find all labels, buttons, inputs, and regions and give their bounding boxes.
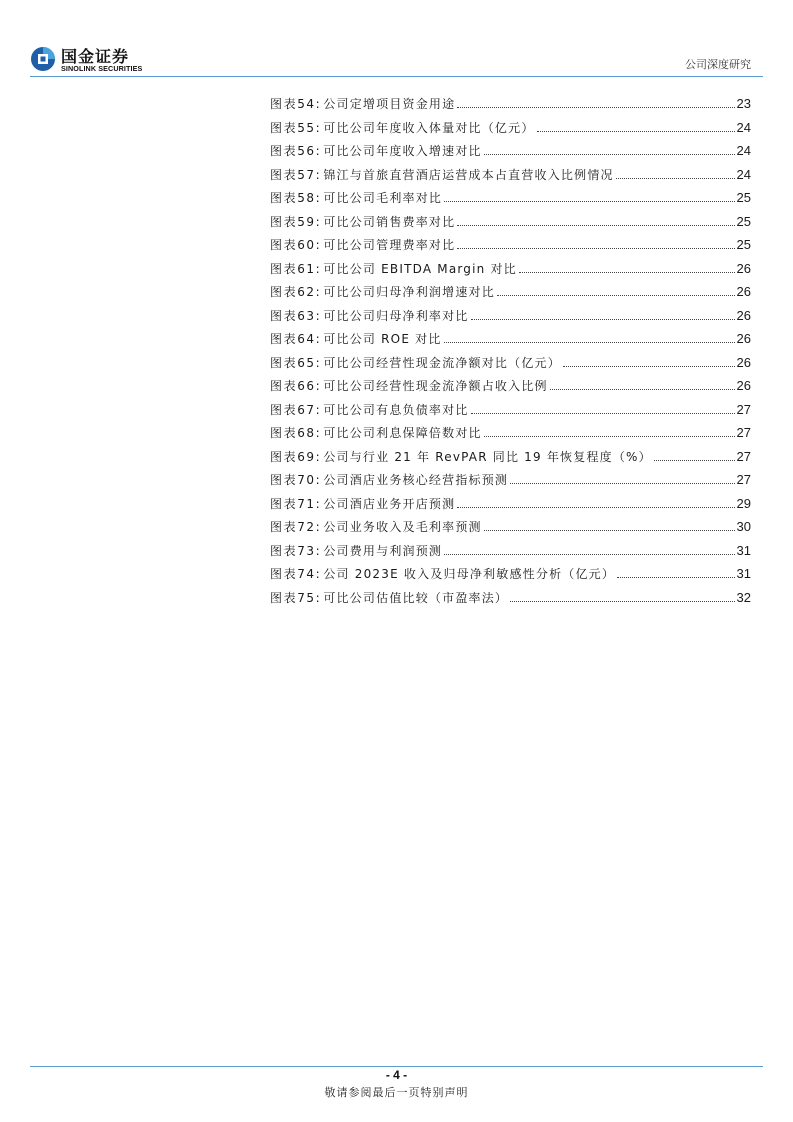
toc-dot-leader [617,576,734,578]
toc-dot-leader [444,341,735,343]
toc-figure-label: 图表71: [270,496,322,511]
toc-dot-leader [457,506,734,508]
toc-page-number: 27 [736,448,751,464]
toc-figure-title: 可比公司估值比较（市盈率法） [323,590,509,605]
toc-entry[interactable] [270,472,751,496]
toc-figure-title: 可比公司有息负债率对比 [323,402,469,417]
toc-figure-title: 公司 2023E 收入及归母净利敏感性分析（亿元） [323,567,616,581]
toc-figure-title: 公司业务收入及毛利率预测 [323,520,482,534]
toc-page-number: 26 [736,331,751,346]
toc-dot-leader [484,529,735,531]
toc-entry[interactable] [270,543,751,567]
toc-entry[interactable] [270,96,751,120]
toc-dot-leader [563,365,735,367]
toc-figure-label: 图表67: [270,402,322,417]
toc-entry[interactable] [270,190,751,214]
toc-entry[interactable] [270,143,751,167]
toc-dot-leader [457,106,734,108]
toc-dot-leader [471,412,735,414]
toc-entry[interactable] [270,308,751,332]
footer-divider [30,1066,763,1067]
toc-entry[interactable] [270,214,751,238]
toc-page-number: 26 [736,378,751,393]
toc-page-number: 25 [736,237,751,252]
toc-figure-label: 图表68: [270,426,322,440]
toc-figure-title: 公司与行业 21 年 RevPAR 同比 19 年恢复程度（%） [323,449,652,464]
toc-dot-leader [484,153,735,155]
toc-figure-title: 可比公司 EBITDA Margin 对比 [323,261,517,276]
toc-page-number: 24 [736,166,751,182]
toc-dot-leader [471,318,735,320]
toc-page-number: 26 [736,284,751,299]
toc-page-number: 29 [736,495,751,511]
toc-figure-label: 图表55: [270,120,322,135]
toc-entry[interactable] [270,519,751,543]
toc-dot-leader [510,600,734,602]
toc-figure-title: 可比公司 ROE 对比 [323,332,442,346]
toc-entry[interactable] [270,402,751,426]
toc-figure-title: 可比公司利息保障倍数对比 [323,426,482,440]
toc-figure-label: 图表57: [270,167,322,182]
page-header [0,0,793,80]
company-logo [30,44,180,76]
toc-dot-leader [444,553,734,555]
toc-entry[interactable] [270,496,751,520]
toc-entry[interactable] [270,167,751,191]
toc-page-number: 31 [736,566,751,581]
toc-figure-label: 图表58: [270,191,322,205]
toc-entry[interactable] [270,284,751,308]
toc-figure-label: 图表56: [270,144,322,158]
toc-figure-label: 图表70: [270,473,322,487]
toc-figure-label: 图表69: [270,449,322,464]
toc-figure-title: 可比公司归母净利润增速对比 [323,285,495,299]
toc-entry[interactable] [270,449,751,473]
toc-entry[interactable] [270,331,751,355]
toc-figure-label: 图表64: [270,332,322,346]
toc-figure-label: 图表62: [270,285,322,299]
toc-entry[interactable] [270,566,751,590]
toc-page-number: 30 [736,519,751,534]
toc-page-number: 31 [736,542,751,558]
toc-dot-leader [457,247,734,249]
toc-page-number: 23 [736,96,751,111]
toc-page-number: 26 [736,307,751,323]
toc-entry[interactable] [270,261,751,285]
toc-figure-label: 图表75: [270,590,322,605]
logo-english-name: SINOLINK SECURITIES [61,64,143,73]
toc-page-number: 25 [736,190,751,205]
toc-figure-label: 图表66: [270,379,322,393]
disclaimer-text: 敬请参阅最后一页特别声明 [324,1086,469,1099]
toc-figure-title: 公司费用与利润预测 [323,543,443,558]
sinolink-logo-icon [30,46,56,72]
toc-page-number: 24 [736,143,751,158]
toc-figure-title: 可比公司经营性现金流净额对比（亿元） [323,355,561,370]
toc-page-number: 27 [736,472,751,487]
toc-entry[interactable] [270,237,751,261]
toc-dot-leader [616,177,735,179]
toc-entry[interactable] [270,590,751,614]
toc-figure-label: 图表74: [270,567,322,581]
toc-figure-title: 可比公司年度收入体量对比（亿元） [323,120,535,135]
toc-figure-label: 图表61: [270,261,322,276]
toc-figure-title: 可比公司管理费率对比 [323,238,456,252]
report-type: 公司深度研究 [685,58,751,71]
figure-list [270,96,751,613]
toc-figure-label: 图表73: [270,543,322,558]
toc-figure-title: 可比公司毛利率对比 [323,191,443,205]
toc-page-number: 26 [736,260,751,276]
toc-dot-leader [484,435,735,437]
toc-entry[interactable] [270,425,751,449]
toc-figure-title: 锦江与首旅直营酒店运营成本占直营收入比例情况 [323,167,614,182]
toc-page-number: 32 [736,589,751,605]
toc-figure-label: 图表54: [270,97,322,111]
toc-figure-title: 可比公司归母净利率对比 [323,308,469,323]
toc-dot-leader [654,459,735,461]
toc-entry[interactable] [270,378,751,402]
toc-entry[interactable] [270,120,751,144]
toc-page-number: 27 [736,401,751,417]
toc-figure-title: 可比公司销售费率对比 [323,214,456,229]
toc-dot-leader [457,224,734,226]
toc-figure-label: 图表59: [270,214,322,229]
toc-figure-label: 图表63: [270,308,322,323]
toc-dot-leader [550,388,735,390]
toc-dot-leader [444,200,734,202]
toc-dot-leader [537,130,735,132]
toc-dot-leader [510,482,734,484]
toc-figure-label: 图表72: [270,520,322,534]
toc-page-number: 26 [736,354,751,370]
toc-figure-title: 可比公司经营性现金流净额占收入比例 [323,379,548,393]
page-number: - 4 - [385,1068,408,1082]
toc-entry[interactable] [270,355,751,379]
toc-figure-title: 公司酒店业务开店预测 [323,496,456,511]
toc-figure-label: 图表65: [270,355,322,370]
toc-dot-leader [519,271,735,273]
header-divider [30,76,763,77]
toc-page-number: 25 [736,213,751,229]
toc-page-number: 24 [736,119,751,135]
toc-figure-title: 公司酒店业务核心经营指标预测 [323,473,509,487]
toc-dot-leader [497,294,735,296]
logo-chinese-name: 国金证券 [61,47,130,66]
toc-figure-label: 图表60: [270,238,322,252]
toc-figure-title: 公司定增项目资金用途 [323,97,456,111]
toc-figure-title: 可比公司年度收入增速对比 [323,144,482,158]
toc-page-number: 27 [736,425,751,440]
